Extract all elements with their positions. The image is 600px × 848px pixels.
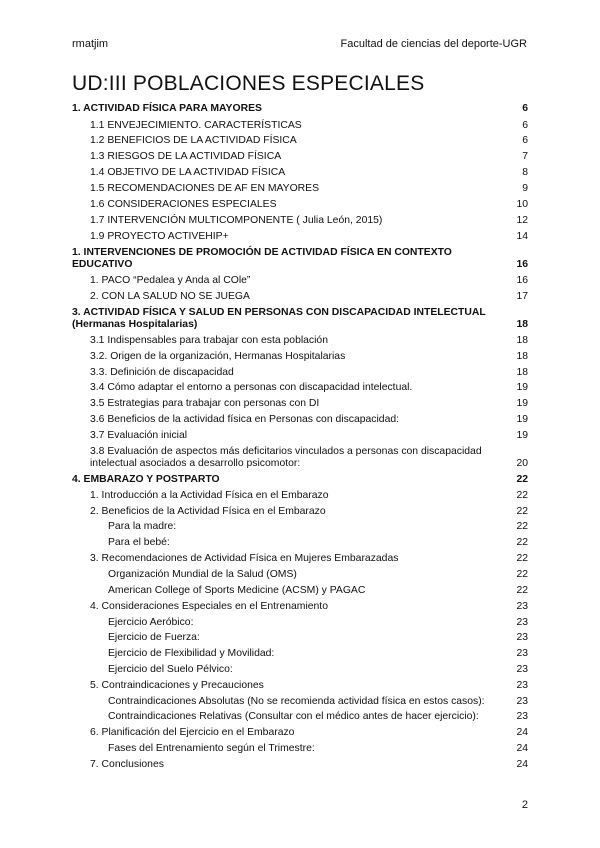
- toc-entry-title: Contraindicaciones Absolutas (No se recomienda actividad física en estos casos):: [108, 696, 485, 707]
- toc-entry-page: 23: [516, 632, 528, 643]
- toc-entry-page: 24: [516, 759, 528, 770]
- toc-entry-title: 4. EMBARAZO Y POSTPARTO: [72, 474, 220, 485]
- toc-entry-page: 16: [516, 275, 528, 286]
- toc-entry-page: 6: [522, 120, 528, 131]
- toc-entry[interactable]: [72, 103, 528, 115]
- toc-entry-title: 1.9 PROYECTO ACTIVEHIP+: [90, 231, 229, 242]
- toc-entry-title: 2. CON LA SALUD NO SE JUEGA: [90, 291, 250, 302]
- toc-entry-page: 9: [522, 183, 528, 194]
- toc-entry-title: 3.2. Origen de la organización, Hermanas Hospitalarias: [90, 351, 346, 362]
- toc-entry[interactable]: [72, 351, 528, 363]
- toc-entry[interactable]: [72, 398, 528, 410]
- toc-entry[interactable]: [72, 167, 528, 179]
- toc-entry-title: 1.4 OBJETIVO DE LA ACTIVIDAD FÍSICA: [90, 167, 286, 178]
- toc-entry-title: 2. Beneficios de la Actividad Física en el Embarazo: [90, 506, 326, 517]
- toc-entry-page: 22: [516, 569, 528, 580]
- toc-entry-page: 23: [516, 664, 528, 675]
- toc-entry-page: 22: [516, 553, 528, 564]
- toc-entry-title: 1.6 CONSIDERACIONES ESPECIALES: [90, 199, 277, 210]
- toc-entry[interactable]: [72, 711, 528, 723]
- toc-entry[interactable]: [72, 601, 528, 613]
- document-title: UD:III POBLACIONES ESPECIALES: [72, 72, 425, 95]
- toc-entry[interactable]: [72, 446, 528, 470]
- toc-entry-title: 3. Recomendaciones de Actividad Física en Mujeres Embarazadas: [90, 553, 399, 564]
- toc-entry-page: 24: [516, 743, 528, 754]
- toc-entry-page: 18: [516, 367, 528, 378]
- toc-entry-page: 6: [522, 103, 528, 114]
- toc-entry-page: 12: [516, 215, 528, 226]
- toc-entry[interactable]: [72, 727, 528, 739]
- toc-entry-title: 4. Consideraciones Especiales en el Entrenamiento: [90, 601, 328, 612]
- toc-entry-page: 10: [516, 199, 528, 210]
- toc-entry[interactable]: [72, 291, 528, 303]
- toc-entry[interactable]: [72, 414, 528, 426]
- toc-entry[interactable]: [72, 632, 528, 644]
- toc-entry[interactable]: [72, 247, 528, 271]
- toc-entry[interactable]: [72, 199, 528, 211]
- toc-entry[interactable]: [72, 151, 528, 163]
- toc-entry-title: 7. Conclusiones: [90, 759, 164, 770]
- page-number: 2: [521, 799, 528, 811]
- toc-entry[interactable]: [72, 553, 528, 565]
- toc-entry[interactable]: [72, 521, 528, 533]
- toc-entry-title: 1.1 ENVEJECIMIENTO. CARACTERÍSTICAS: [90, 120, 302, 131]
- toc-entry-title: 1.2 BENEFICIOS DE LA ACTIVIDAD FÍSICA: [90, 135, 297, 146]
- toc-entry-page: 23: [516, 617, 528, 628]
- toc-entry[interactable]: [72, 215, 528, 227]
- toc-entry-page: 22: [516, 490, 528, 501]
- toc-entry[interactable]: [72, 120, 528, 132]
- toc-entry[interactable]: [72, 135, 528, 147]
- toc-entry[interactable]: [72, 696, 528, 708]
- toc-entry[interactable]: [72, 430, 528, 442]
- toc-entry-title: 3. ACTIVIDAD FÍSICA Y SALUD EN PERSONAS CON DISCAPACIDAD INTELECTUAL (Hermanas Hospitalarias): [72, 307, 486, 330]
- toc-entry[interactable]: [72, 231, 528, 243]
- toc-entry[interactable]: [72, 648, 528, 660]
- toc-entry-page: 22: [516, 537, 528, 548]
- toc-entry-title: 1.7 INTERVENCIÓN MULTICOMPONENTE ( Julia León, 2015): [90, 215, 383, 226]
- toc-entry-title: Ejercicio de Fuerza:: [108, 632, 200, 643]
- toc-entry-page: 7: [522, 151, 528, 162]
- toc-entry-page: 23: [516, 601, 528, 612]
- toc-entry-page: 22: [516, 506, 528, 517]
- toc-entry-page: 16: [516, 259, 528, 270]
- toc-entry-title: Contraindicaciones Relativas (Consultar con el médico antes de hacer ejercicio):: [108, 711, 479, 722]
- toc-entry-page: 23: [516, 696, 528, 707]
- toc-entry[interactable]: [72, 382, 528, 394]
- toc-entry-title: 5. Contraindicaciones y Precauciones: [90, 680, 264, 691]
- toc-entry[interactable]: [72, 474, 528, 486]
- toc-entry[interactable]: [72, 569, 528, 581]
- toc-entry-title: 3.7 Evaluación inicial: [90, 430, 188, 441]
- header-author: rmatjim: [72, 38, 109, 50]
- toc-entry-page: 19: [516, 430, 528, 441]
- toc-entry-title: 3.3. Definición de discapacidad: [90, 367, 234, 378]
- toc-entry[interactable]: [72, 664, 528, 676]
- toc-entry[interactable]: [72, 335, 528, 347]
- toc-entry-title: 3.4 Cómo adaptar el entorno a personas con discapacidad intelectual.: [90, 382, 413, 393]
- toc-entry-title: Fases del Entrenamiento según el Trimestre:: [108, 743, 315, 754]
- toc-entry-page: 18: [516, 319, 528, 330]
- toc-entry-page: 6: [522, 135, 528, 146]
- toc-entry-title: 3.5 Estrategias para trabajar con personas con DI: [90, 398, 320, 409]
- toc-entry-page: 14: [516, 231, 528, 242]
- toc-entry[interactable]: [72, 183, 528, 195]
- toc-entry[interactable]: [72, 506, 528, 518]
- header-faculty: Facultad de ciencias del deporte-UGR: [340, 38, 527, 50]
- toc-entry-title: 3.6 Beneficios de la actividad física en Personas con discapacidad:: [90, 414, 400, 425]
- toc-entry-title: 1. PACO “Pedalea y Anda al COle”: [90, 275, 251, 286]
- toc-entry[interactable]: [72, 307, 528, 331]
- toc-entry-page: 17: [516, 291, 528, 302]
- toc-entry-title: 1. ACTIVIDAD FÍSICA PARA MAYORES: [72, 103, 262, 114]
- toc-entry-title: Ejercicio Aeróbico:: [108, 617, 194, 628]
- toc-entry[interactable]: [72, 490, 528, 502]
- toc-entry-title: 1. INTERVENCIONES DE PROMOCIÓN DE ACTIVIDAD FÍSICA EN CONTEXTO EDUCATIVO: [72, 247, 452, 270]
- toc-entry-page: 19: [516, 398, 528, 409]
- toc-entry[interactable]: [72, 617, 528, 629]
- toc-entry-title: Ejercicio de Flexibilidad y Movilidad:: [108, 648, 275, 659]
- toc-entry[interactable]: [72, 275, 528, 287]
- toc-entry-page: 22: [516, 521, 528, 532]
- toc-entry-title: 1.3 RIESGOS DE LA ACTIVIDAD FÍSICA: [90, 151, 282, 162]
- toc-entry-title: 1. Introducción a la Actividad Física en el Embarazo: [90, 490, 329, 501]
- toc-entry-title: American College of Sports Medicine (ACSM) y PAGAC: [108, 585, 366, 596]
- toc-entry-title: Para el bebé:: [108, 537, 170, 548]
- toc-entry-title: 1.5 RECOMENDACIONES DE AF EN MAYORES: [90, 183, 320, 194]
- toc-entry-page: 19: [516, 414, 528, 425]
- toc-entry[interactable]: [72, 537, 528, 549]
- toc-entry-title: 3.8 Evaluación de aspectos más deficitarios vinculados a personas con discapacidad intelectual asociados a desarrollo psicomotor:: [90, 446, 482, 469]
- toc-entry-page: 23: [516, 680, 528, 691]
- toc-entry-page: 8: [522, 167, 528, 178]
- toc-entry-page: 20: [516, 458, 528, 469]
- toc-entry-page: 22: [516, 474, 528, 485]
- toc-entry-title: 3.1 Indispensables para trabajar con esta población: [90, 335, 328, 346]
- toc-entry-page: 19: [516, 382, 528, 393]
- toc-entry-title: 6. Planificación del Ejercicio en el Embarazo: [90, 727, 295, 738]
- toc-entry-page: 22: [516, 585, 528, 596]
- toc-entry[interactable]: [72, 585, 528, 597]
- toc-entry[interactable]: [72, 743, 528, 755]
- toc-entry-title: Ejercicio del Suelo Pélvico:: [108, 664, 233, 675]
- toc-entry-page: 18: [516, 351, 528, 362]
- toc-entry[interactable]: [72, 759, 528, 771]
- toc-entry-title: Organización Mundial de la Salud (OMS): [108, 569, 297, 580]
- toc-entry-page: 23: [516, 711, 528, 722]
- toc-entry-page: 24: [516, 727, 528, 738]
- toc-entry[interactable]: [72, 680, 528, 692]
- toc-entry-page: 18: [516, 335, 528, 346]
- toc-entry-title: Para la madre:: [108, 521, 177, 532]
- toc-entry[interactable]: [72, 367, 528, 379]
- toc-entry-page: 23: [516, 648, 528, 659]
